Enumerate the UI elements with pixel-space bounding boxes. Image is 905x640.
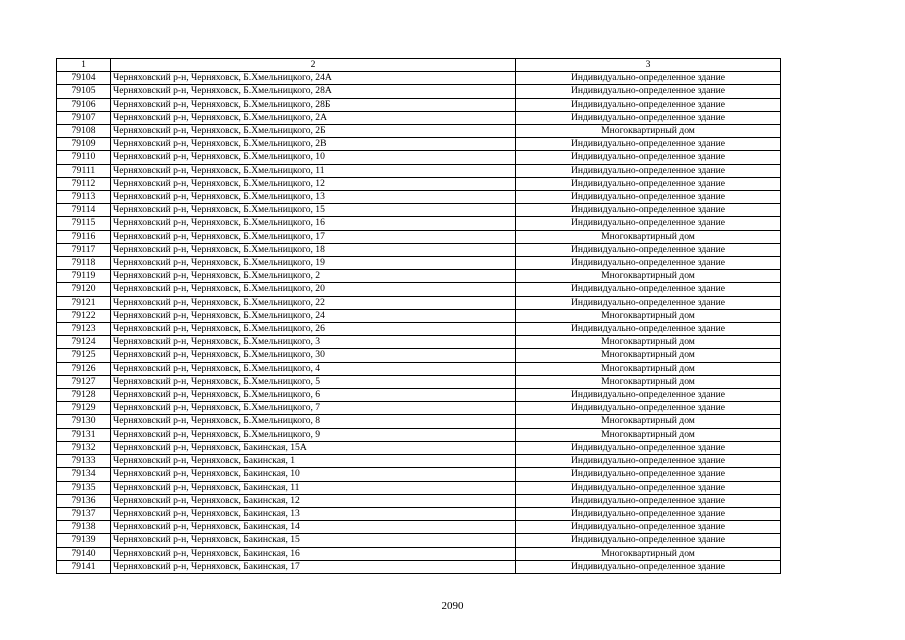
cell-building-type: Многоквартирный дом: [516, 547, 781, 560]
cell-building-type: Многоквартирный дом: [516, 230, 781, 243]
table-row: [57, 336, 781, 349]
cell-building-type: Индивидуально-определенное здание: [516, 389, 781, 402]
table-row: [57, 98, 781, 111]
cell-id: 79131: [57, 428, 111, 441]
cell-id: 79136: [57, 494, 111, 507]
cell-address: Черняховский р-н, Черняховск, Бакинская, 12: [111, 494, 516, 507]
table-row: [57, 455, 781, 468]
cell-address: Черняховский р-н, Черняховск, Бакинская, 15: [111, 534, 516, 547]
cell-address: Черняховский р-н, Черняховск, Бакинская, 17: [111, 560, 516, 573]
cell-building-type: Индивидуально-определенное здание: [516, 177, 781, 190]
table-row: [57, 85, 781, 98]
cell-building-type: Многоквартирный дом: [516, 270, 781, 283]
cell-id: 79108: [57, 125, 111, 138]
cell-address: Черняховский р-н, Черняховск, Бакинская, 14: [111, 521, 516, 534]
cell-building-type: Многоквартирный дом: [516, 428, 781, 441]
table-row: [57, 375, 781, 388]
cell-id: 79128: [57, 389, 111, 402]
cell-building-type: Индивидуально-определенное здание: [516, 243, 781, 256]
table-row: [57, 323, 781, 336]
cell-address: Черняховский р-н, Черняховск, Бакинская, 1: [111, 455, 516, 468]
cell-id: 79124: [57, 336, 111, 349]
cell-building-type: Индивидуально-определенное здание: [516, 283, 781, 296]
cell-building-type: Многоквартирный дом: [516, 125, 781, 138]
cell-id: 79106: [57, 98, 111, 111]
cell-id: 79117: [57, 243, 111, 256]
cell-building-type: Индивидуально-определенное здание: [516, 402, 781, 415]
cell-id: 79127: [57, 375, 111, 388]
cell-building-type: Индивидуально-определенное здание: [516, 111, 781, 124]
table-row: [57, 125, 781, 138]
cell-id: 79120: [57, 283, 111, 296]
cell-id: 79122: [57, 309, 111, 322]
cell-id: 79138: [57, 521, 111, 534]
table-row: [57, 204, 781, 217]
header-col-1: 1: [57, 59, 111, 72]
cell-address: Черняховский р-н, Черняховск, Бакинская, 11: [111, 481, 516, 494]
cell-building-type: Индивидуально-определенное здание: [516, 98, 781, 111]
cell-building-type: Многоквартирный дом: [516, 349, 781, 362]
cell-id: 79119: [57, 270, 111, 283]
cell-address: Черняховский р-н, Черняховск, Б.Хмельницкого, 26: [111, 323, 516, 336]
cell-building-type: Индивидуально-определенное здание: [516, 151, 781, 164]
table-row: [57, 349, 781, 362]
cell-address: Черняховский р-н, Черняховск, Б.Хмельницкого, 4: [111, 362, 516, 375]
cell-id: 79118: [57, 257, 111, 270]
cell-address: Черняховский р-н, Черняховск, Б.Хмельницкого, 18: [111, 243, 516, 256]
table-row: [57, 402, 781, 415]
cell-address: Черняховский р-н, Черняховск, Б.Хмельницкого, 3: [111, 336, 516, 349]
table-row: [57, 230, 781, 243]
cell-id: 79112: [57, 177, 111, 190]
cell-address: Черняховский р-н, Черняховск, Б.Хмельницкого, 2: [111, 270, 516, 283]
cell-building-type: Индивидуально-определенное здание: [516, 481, 781, 494]
cell-id: 79105: [57, 85, 111, 98]
cell-id: 79141: [57, 560, 111, 573]
table-row: [57, 72, 781, 85]
table-row: [57, 481, 781, 494]
cell-address: Черняховский р-н, Черняховск, Б.Хмельницкого, 2А: [111, 111, 516, 124]
table-row: [57, 177, 781, 190]
cell-id: 79130: [57, 415, 111, 428]
cell-building-type: Индивидуально-определенное здание: [516, 534, 781, 547]
cell-building-type: Многоквартирный дом: [516, 309, 781, 322]
cell-id: 79111: [57, 164, 111, 177]
cell-address: Черняховский р-н, Черняховск, Б.Хмельницкого, 17: [111, 230, 516, 243]
cell-address: Черняховский р-н, Черняховск, Бакинская, 15А: [111, 441, 516, 454]
cell-id: 79125: [57, 349, 111, 362]
cell-building-type: Индивидуально-определенное здание: [516, 468, 781, 481]
table-row: [57, 507, 781, 520]
cell-id: 79104: [57, 72, 111, 85]
cell-address: Черняховский р-н, Черняховск, Б.Хмельницкого, 2В: [111, 138, 516, 151]
cell-id: 79110: [57, 151, 111, 164]
table-row: [57, 415, 781, 428]
cell-id: 79132: [57, 441, 111, 454]
table-row: [57, 362, 781, 375]
table-row: [57, 534, 781, 547]
cell-building-type: Многоквартирный дом: [516, 375, 781, 388]
cell-address: Черняховский р-н, Черняховск, Б.Хмельницкого, 6: [111, 389, 516, 402]
table-row: [57, 296, 781, 309]
cell-building-type: Индивидуально-определенное здание: [516, 296, 781, 309]
cell-address: Черняховский р-н, Черняховск, Б.Хмельницкого, 11: [111, 164, 516, 177]
table-row: [57, 441, 781, 454]
cell-address: Черняховский р-н, Черняховск, Б.Хмельницкого, 7: [111, 402, 516, 415]
table-row: [57, 257, 781, 270]
cell-address: Черняховский р-н, Черняховск, Б.Хмельницкого, 13: [111, 191, 516, 204]
cell-address: Черняховский р-н, Черняховск, Б.Хмельницкого, 28Б: [111, 98, 516, 111]
cell-id: 79133: [57, 455, 111, 468]
cell-id: 79123: [57, 323, 111, 336]
cell-building-type: Индивидуально-определенное здание: [516, 455, 781, 468]
cell-address: Черняховский р-н, Черняховск, Б.Хмельницкого, 5: [111, 375, 516, 388]
cell-address: Черняховский р-н, Черняховск, Б.Хмельницкого, 2Б: [111, 125, 516, 138]
table-header-row: [57, 59, 781, 72]
cell-building-type: Индивидуально-определенное здание: [516, 217, 781, 230]
cell-building-type: Индивидуально-определенное здание: [516, 494, 781, 507]
cell-id: 79139: [57, 534, 111, 547]
cell-address: Черняховский р-н, Черняховск, Б.Хмельницкого, 28А: [111, 85, 516, 98]
cell-id: 79107: [57, 111, 111, 124]
cell-id: 79114: [57, 204, 111, 217]
registry-table: [56, 58, 781, 574]
cell-building-type: Индивидуально-определенное здание: [516, 85, 781, 98]
header-col-2: 2: [111, 59, 516, 72]
cell-id: 79113: [57, 191, 111, 204]
cell-address: Черняховский р-н, Черняховск, Б.Хмельницкого, 12: [111, 177, 516, 190]
cell-address: Черняховский р-н, Черняховск, Б.Хмельницкого, 16: [111, 217, 516, 230]
cell-building-type: Индивидуально-определенное здание: [516, 560, 781, 573]
cell-id: 79140: [57, 547, 111, 560]
cell-address: Черняховский р-н, Черняховск, Б.Хмельницкого, 10: [111, 151, 516, 164]
cell-address: Черняховский р-н, Черняховск, Б.Хмельницкого, 24А: [111, 72, 516, 85]
cell-building-type: Индивидуально-определенное здание: [516, 191, 781, 204]
table-row: [57, 283, 781, 296]
table-row: [57, 138, 781, 151]
cell-building-type: Индивидуально-определенное здание: [516, 72, 781, 85]
cell-building-type: Индивидуально-определенное здание: [516, 138, 781, 151]
table-row: [57, 217, 781, 230]
cell-id: 79115: [57, 217, 111, 230]
table-row: [57, 111, 781, 124]
cell-id: 79129: [57, 402, 111, 415]
cell-address: Черняховский р-н, Черняховск, Бакинская, 16: [111, 547, 516, 560]
header-col-3: 3: [516, 59, 781, 72]
table-row: [57, 151, 781, 164]
cell-id: 79126: [57, 362, 111, 375]
cell-address: Черняховский р-н, Черняховск, Б.Хмельницкого, 24: [111, 309, 516, 322]
table-row: [57, 164, 781, 177]
table-row: [57, 494, 781, 507]
cell-building-type: Индивидуально-определенное здание: [516, 257, 781, 270]
cell-building-type: Многоквартирный дом: [516, 415, 781, 428]
cell-id: 79116: [57, 230, 111, 243]
table-row: [57, 521, 781, 534]
cell-address: Черняховский р-н, Черняховск, Б.Хмельницкого, 20: [111, 283, 516, 296]
table-row: [57, 560, 781, 573]
cell-id: 79137: [57, 507, 111, 520]
cell-address: Черняховский р-н, Черняховск, Б.Хмельницкого, 9: [111, 428, 516, 441]
cell-address: Черняховский р-н, Черняховск, Б.Хмельницкого, 8: [111, 415, 516, 428]
cell-building-type: Индивидуально-определенное здание: [516, 204, 781, 217]
table-row: [57, 270, 781, 283]
table-row: [57, 468, 781, 481]
cell-building-type: Индивидуально-определенное здание: [516, 507, 781, 520]
table-row: [57, 309, 781, 322]
cell-building-type: Многоквартирный дом: [516, 336, 781, 349]
cell-id: 79135: [57, 481, 111, 494]
table-row: [57, 191, 781, 204]
cell-building-type: Индивидуально-определенное здание: [516, 521, 781, 534]
table-row: [57, 428, 781, 441]
cell-building-type: Индивидуально-определенное здание: [516, 441, 781, 454]
cell-building-type: Индивидуально-определенное здание: [516, 164, 781, 177]
cell-address: Черняховский р-н, Черняховск, Бакинская, 13: [111, 507, 516, 520]
cell-address: Черняховский р-н, Черняховск, Б.Хмельницкого, 30: [111, 349, 516, 362]
cell-address: Черняховский р-н, Черняховск, Б.Хмельницкого, 22: [111, 296, 516, 309]
cell-id: 79109: [57, 138, 111, 151]
page-number: 2090: [441, 600, 464, 612]
table-row: [57, 389, 781, 402]
cell-address: Черняховский р-н, Черняховск, Бакинская, 10: [111, 468, 516, 481]
table-row: [57, 547, 781, 560]
cell-id: 79134: [57, 468, 111, 481]
cell-building-type: Многоквартирный дом: [516, 362, 781, 375]
table-row: [57, 243, 781, 256]
cell-address: Черняховский р-н, Черняховск, Б.Хмельницкого, 15: [111, 204, 516, 217]
cell-id: 79121: [57, 296, 111, 309]
cell-building-type: Индивидуально-определенное здание: [516, 323, 781, 336]
cell-address: Черняховский р-н, Черняховск, Б.Хмельницкого, 19: [111, 257, 516, 270]
